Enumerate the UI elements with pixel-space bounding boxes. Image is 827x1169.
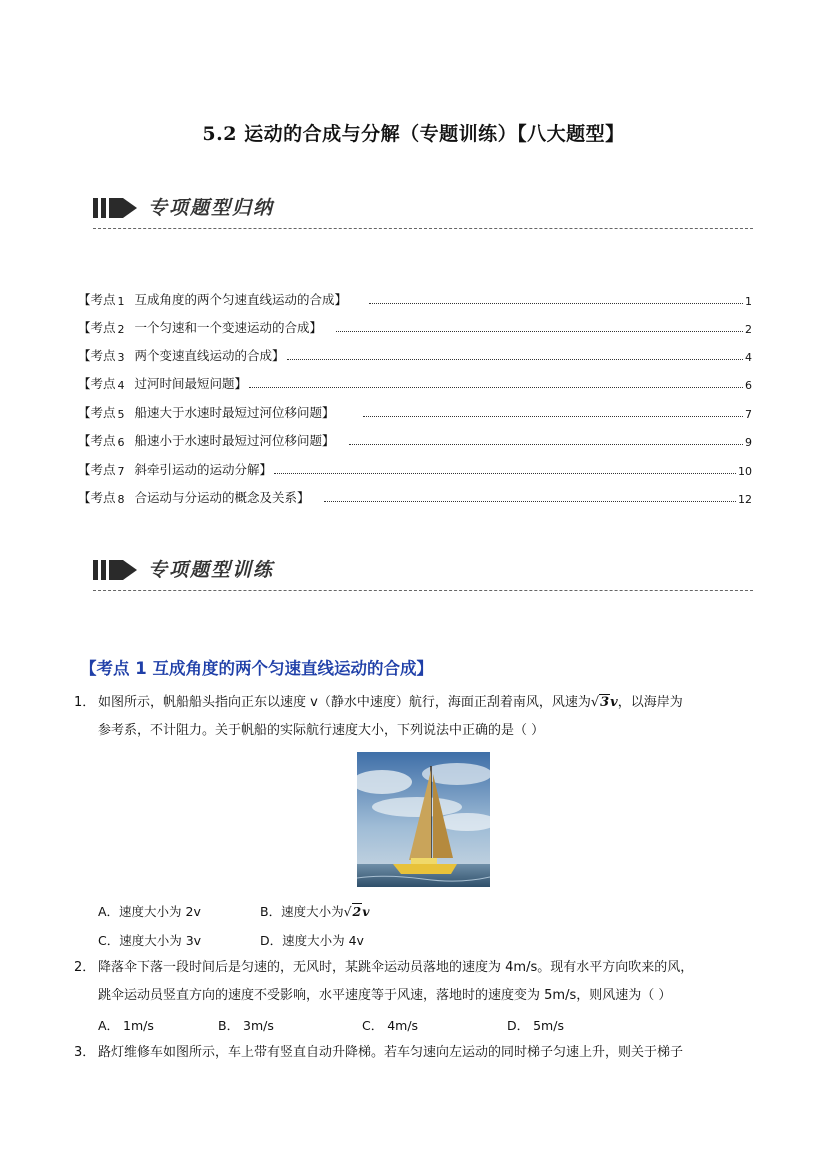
option-b[interactable]: B． 3m/s [218, 1018, 274, 1033]
sqrt-expression: √2 [343, 904, 362, 919]
sqrt-expression: √3 [590, 695, 610, 710]
question-text: 降落伞下落一段时间后是匀速的，无风时，某跳伞运动员落地的速度为 4m/s。现有水平方向吹来的风， [98, 960, 694, 975]
page-title: 5.2 运动的合成与分解（专题训练）【八大题型】 [202, 123, 625, 145]
section-banner-training [93, 551, 753, 591]
section-banner-summary [93, 189, 753, 229]
option-b[interactable]: B．速度大小为√2v [260, 904, 370, 919]
leader-dots [336, 331, 743, 332]
toc-item[interactable]: 【考点 1 互成角度的两个匀速直线运动的合成】 1 [78, 292, 752, 308]
banner-title: 专项题型归纳 [148, 197, 275, 219]
option-d[interactable]: D．速度大小为 4v [260, 933, 364, 948]
toc-item[interactable]: 【考点 3 两个变速直线运动的合成】 4 [78, 348, 752, 364]
arrow-icon [93, 557, 139, 583]
divider [93, 228, 753, 229]
leader-dots [287, 359, 743, 360]
question-text: 路灯维修车如图所示，车上带有竖直自动升降梯。若车匀速向左运动的同时梯子匀速上升，则关于梯子 [98, 1045, 684, 1060]
toc-item[interactable]: 【考点 4 过河时间最短问题】 6 [78, 376, 752, 392]
question-text: 参考系，不计阻力。关于帆船的实际航行速度大小，下列说法中正确的是（ ） [98, 723, 545, 738]
question-text: 跳伞运动员竖直方向的速度不受影响，水平速度等于风速，落地时的速度变为 5m/s，则风速为（ ） [98, 988, 672, 1003]
toc-item[interactable]: 【考点 8 合运动与分运动的概念及关系】 12 [78, 490, 752, 506]
arrow-icon [93, 195, 139, 221]
leader-dots [369, 303, 743, 304]
banner-title: 专项题型训练 [148, 559, 275, 581]
toc-item[interactable]: 【考点 2 一个匀速和一个变速运动的合成】 2 [78, 320, 752, 336]
sailboat-image [357, 752, 490, 887]
leader-dots [249, 387, 743, 388]
leader-dots [324, 501, 736, 502]
toc-item[interactable]: 【考点 6 船速小于水速时最短过河位移问题】 9 [78, 433, 752, 449]
option-c[interactable]: C． 4m/s [362, 1018, 419, 1033]
option-a[interactable]: A．速度大小为 2v [98, 904, 201, 919]
question-text: 如图所示，帆船船头指向正东以速度 v（静水中速度）航行，海面正刮着南风，风速为√3v，以海岸为 [98, 695, 683, 710]
toc-item[interactable]: 【考点 5 船速大于水速时最短过河位移问题】 7 [78, 405, 752, 421]
section-heading: 【考点 1 互成角度的两个匀速直线运动的合成】 [80, 659, 433, 678]
toc-item[interactable]: 【考点 7 斜牵引运动的运动分解】 10 [78, 462, 752, 478]
divider [93, 590, 753, 591]
leader-dots [274, 473, 736, 474]
option-c[interactable]: C．速度大小为 3v [98, 933, 202, 948]
leader-dots [363, 416, 743, 417]
leader-dots [349, 444, 743, 445]
question-number: 2． [74, 960, 96, 975]
question-number: 3． [74, 1045, 96, 1060]
option-a[interactable]: A． 1m/s [98, 1018, 154, 1033]
question-number: 1． [74, 695, 96, 710]
option-d[interactable]: D． 5m/s [507, 1018, 564, 1033]
